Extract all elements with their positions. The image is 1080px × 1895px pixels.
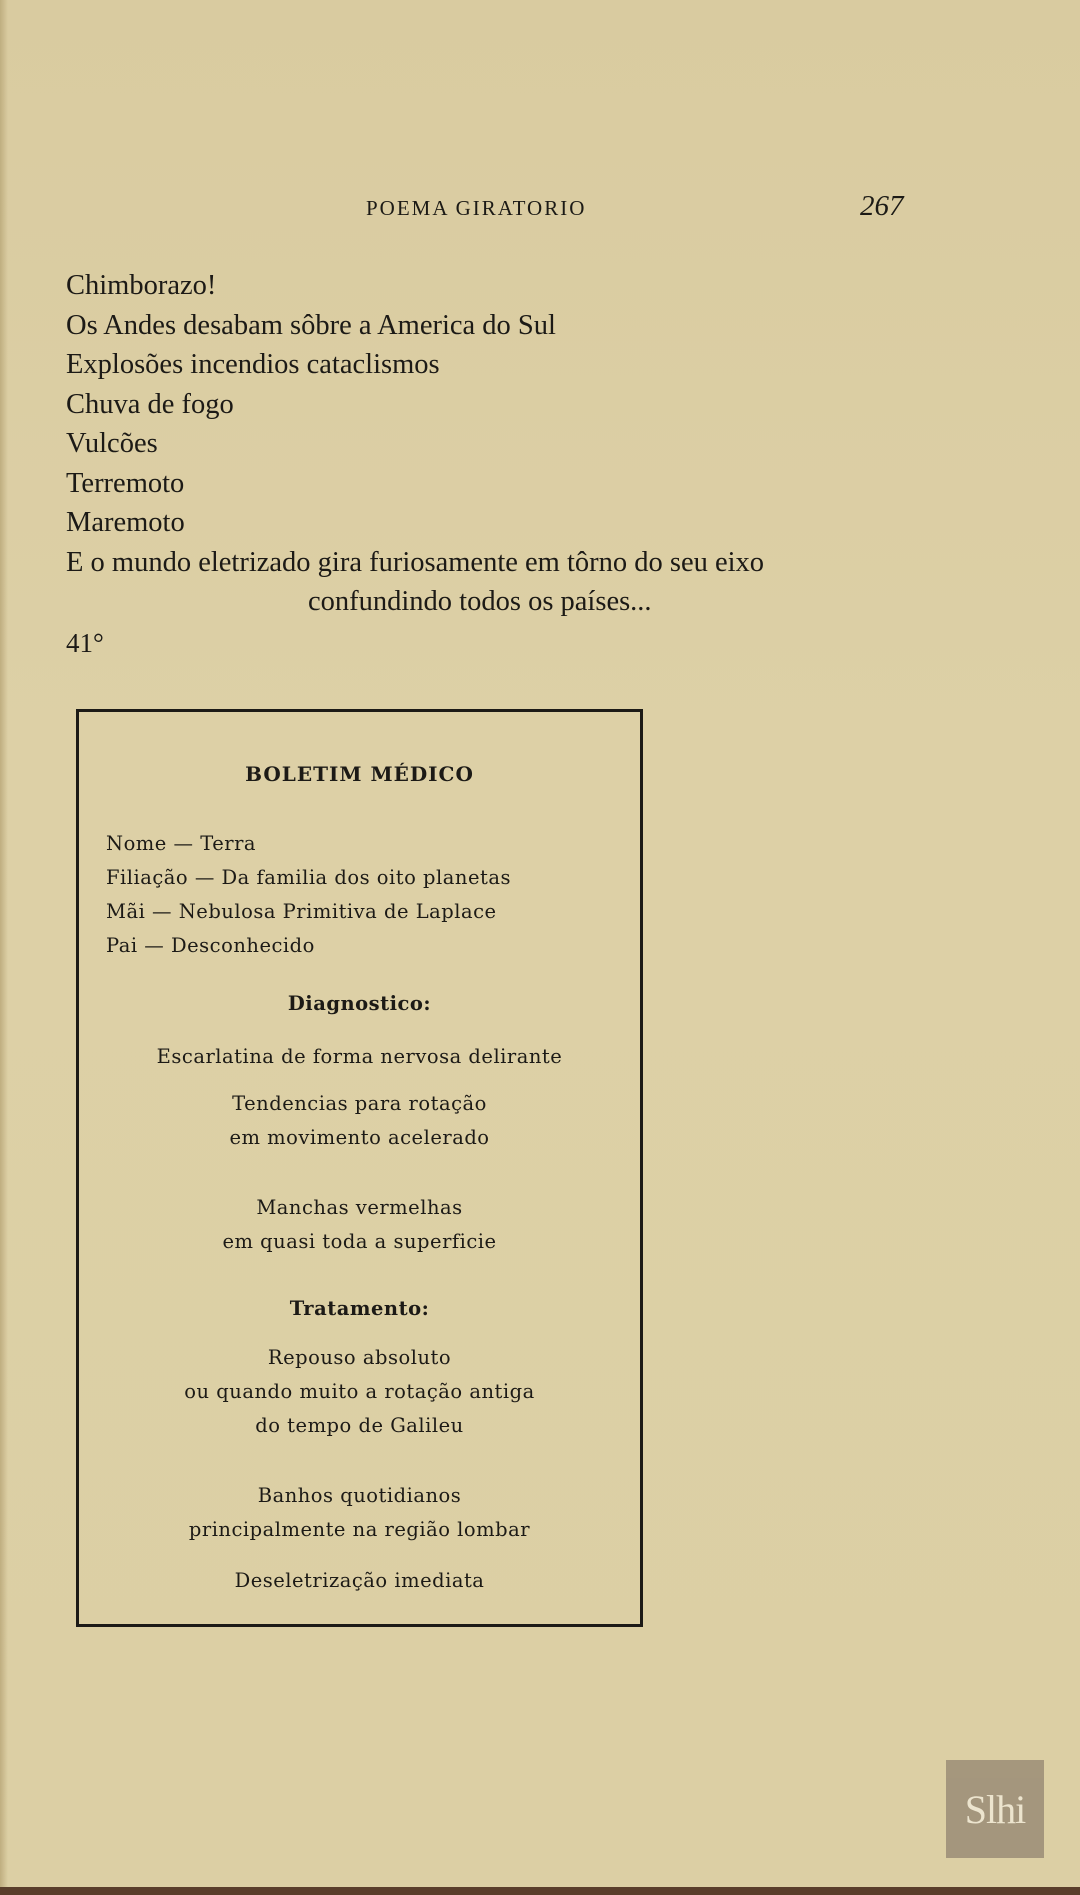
- treatment-heading: Tratamento:: [289, 1297, 430, 1320]
- spots-line: em quasi toda a superficie: [222, 1230, 497, 1253]
- poem-line: E o mundo eletrizado gira furiosamente em tôrno do seu eixo: [66, 546, 765, 578]
- page-bottom-edge: [0, 1887, 1080, 1895]
- medical-bulletin-box: [76, 709, 643, 1627]
- diagnosis-heading: Diagnostico:: [287, 992, 432, 1015]
- poem-line: Explosões incendios cataclismos: [66, 349, 440, 380]
- page-number: 267: [860, 190, 904, 222]
- bulletin-fields: [106, 827, 511, 963]
- baths-line: Banhos quotidianos: [257, 1484, 462, 1507]
- rest-line: Repouso absoluto: [267, 1346, 452, 1369]
- poem-line: Vulcões: [66, 428, 158, 459]
- spots-block: [79, 1191, 640, 1259]
- library-watermark-logo: Slhi: [946, 1760, 1044, 1858]
- spots-line: Manchas vermelhas: [256, 1196, 463, 1219]
- rest-line: ou quando muito a rotação antiga: [184, 1380, 535, 1403]
- field-name: Nome — Terra: [106, 832, 257, 855]
- diagnosis-line: Escarlatina de forma nervosa delirante: [156, 1045, 563, 1068]
- baths-line: principalmente na região lombar: [188, 1518, 531, 1541]
- page-edge: [0, 0, 8, 1895]
- field-father: Pai — Desconhecido: [106, 934, 315, 957]
- poem-line-continuation: confundindo todos os países...: [308, 586, 652, 617]
- final-line: Deseletrização imediata: [234, 1569, 485, 1592]
- poem-line: Terremoto: [66, 467, 185, 499]
- rest-block: [79, 1341, 640, 1443]
- field-filiation: Filiação — Da familia dos oito planetas: [106, 866, 511, 889]
- tendencies-line: Tendencias para rotação: [232, 1092, 487, 1115]
- field-mother: Mãi — Nebulosa Primitiva de Laplace: [106, 900, 497, 923]
- running-header: POEMA GIRATORIO: [366, 196, 587, 220]
- rest-line: do tempo de Galileu: [255, 1414, 464, 1437]
- tendencies-line: em movimento acelerado: [229, 1126, 490, 1149]
- baths-block: [79, 1479, 640, 1547]
- bulletin-title: BOLETIM MÉDICO: [245, 762, 474, 786]
- section-number: 41°: [66, 628, 104, 658]
- poem-line: Chuva de fogo: [66, 388, 234, 420]
- poem-line: Chimborazo!: [66, 270, 217, 301]
- tendencies-block: [79, 1087, 640, 1155]
- poem: [66, 266, 966, 622]
- poem-line: Maremoto: [66, 507, 185, 538]
- poem-line: Os Andes desabam sôbre a America do Sul: [66, 309, 556, 341]
